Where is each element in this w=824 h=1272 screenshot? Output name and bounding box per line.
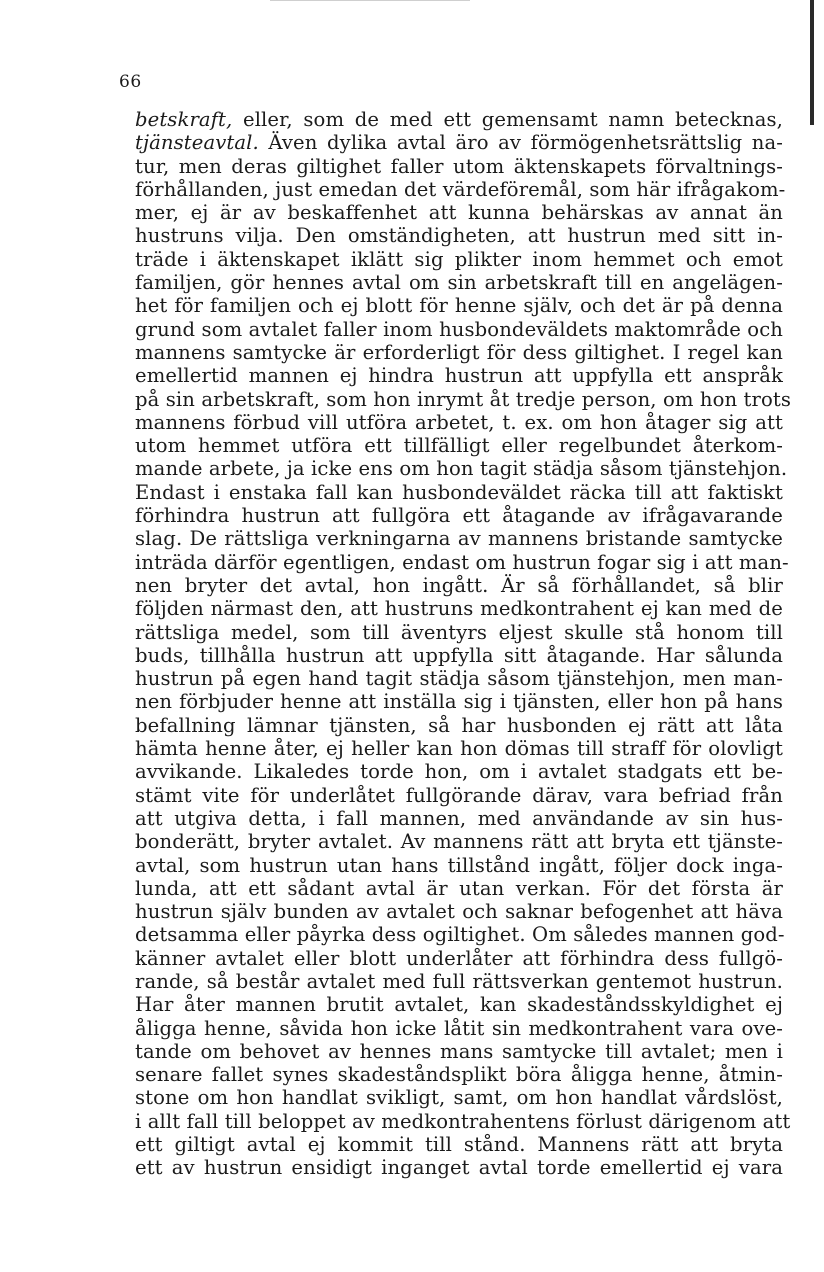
text-line bbox=[135, 877, 783, 900]
line-text: avtal, som hustrun utan hans tillstånd ingått, följer dock inga- bbox=[135, 853, 783, 877]
text-line bbox=[135, 1017, 783, 1040]
text-line bbox=[135, 504, 783, 527]
line-text: inträda därför egentligen, endast om hustrun fogar sig i att man- bbox=[135, 550, 789, 574]
text-line bbox=[135, 248, 783, 271]
text-line bbox=[135, 737, 783, 760]
scan-page-edge bbox=[810, 0, 814, 125]
text-line bbox=[135, 690, 783, 713]
text-line bbox=[135, 271, 783, 294]
line-text: träde i äktenskapet iklätt sig plikter inom hemmet och emot bbox=[135, 247, 783, 271]
line-text: utom hemmet utföra ett tillfälligt eller regelbundet återkom- bbox=[135, 434, 783, 458]
italic-term: tjänsteavtal. bbox=[135, 131, 259, 155]
text-line bbox=[135, 574, 783, 597]
text-line bbox=[135, 294, 783, 317]
line-text: nen förbjuder henne att inställa sig i tjänsten, eller hon på hans bbox=[135, 690, 783, 714]
line-text: Har åter mannen brutit avtalet, kan skadeståndsskyldighet ej bbox=[135, 993, 783, 1017]
page-number: 66 bbox=[119, 72, 142, 92]
text-line bbox=[135, 411, 783, 434]
text-line bbox=[135, 1040, 783, 1063]
line-text: avvikande. Likaledes torde hon, om i avtalet stadgats ett be- bbox=[135, 760, 783, 784]
line-text: förhållanden, just emedan det värdeföremål, som här ifrågakom- bbox=[135, 177, 786, 201]
line-text: stämt vite för underlåtet fullgörande därav, vara befriad från bbox=[135, 783, 783, 807]
body-text bbox=[135, 108, 791, 1180]
line-text: ett av hustrun ensidigt inganget avtal torde emellertid ej vara bbox=[135, 1156, 783, 1180]
line-text: att utgiva detta, i fall mannen, med användande av sin hus- bbox=[135, 806, 783, 830]
line-text: eller, som de med ett gemensamt namn betecknas, bbox=[232, 108, 783, 131]
text-line bbox=[135, 597, 783, 620]
text-line bbox=[135, 177, 786, 201]
text-line bbox=[135, 854, 783, 877]
line-text: åligga henne, såvida hon icke låtit sin medkontrahent vara ove- bbox=[135, 1016, 783, 1040]
text-line bbox=[135, 621, 783, 644]
text-line bbox=[135, 1063, 783, 1086]
text-line bbox=[135, 900, 783, 923]
text-line bbox=[135, 947, 783, 970]
line-text: senare fallet synes skadeståndsplikt böra åligga henne, åtmin- bbox=[135, 1063, 783, 1087]
line-text: nen bryter det avtal, hon ingått. Är så förhållandet, så blir bbox=[135, 573, 783, 597]
text-line bbox=[135, 644, 783, 667]
text-line bbox=[135, 667, 783, 690]
text-line bbox=[135, 993, 783, 1016]
line-text: förhindra hustrun att fullgöra ett åtagande av ifrågavarande bbox=[135, 504, 783, 528]
line-text: hustrun på egen hand tagit städja såsom tjänstehjon, men man- bbox=[135, 667, 783, 691]
text-line bbox=[135, 201, 783, 224]
text-line bbox=[135, 923, 783, 946]
text-line bbox=[135, 1156, 783, 1179]
line-text: detsamma eller påyrka dess ogiltighet. Om således mannen god- bbox=[135, 923, 785, 947]
text-line bbox=[135, 807, 783, 830]
line-text: stone om hon handlat svikligt, samt, om hon handlat vårdslöst, bbox=[135, 1086, 783, 1110]
line-text: i allt fall till beloppet av medkontrahentens förlust därigenom att bbox=[135, 1109, 791, 1133]
text-line bbox=[135, 830, 783, 853]
text-line bbox=[135, 1109, 791, 1133]
line-text: Endast i enstaka fall kan husbondeväldet räcka till att faktiskt bbox=[135, 480, 783, 504]
line-text: bonderätt, bryter avtalet. Av mannens rätt att bryta ett tjänste- bbox=[135, 830, 783, 854]
text-line bbox=[135, 131, 783, 154]
text-line bbox=[135, 434, 783, 457]
line-text: tande om behovet av hennes mans samtycke till avtalet; men i bbox=[135, 1039, 783, 1063]
text-line bbox=[135, 108, 783, 131]
line-text: het för familjen och ej blott för henne själv, och det är på denna bbox=[135, 294, 783, 318]
text-line bbox=[135, 481, 783, 504]
line-text: ett giltigt avtal ej kommit till stånd. Mannens rätt att bryta bbox=[135, 1133, 783, 1157]
text-line bbox=[135, 224, 783, 247]
line-text: hämta henne åter, ej heller kan hon dömas till straff för olovligt bbox=[135, 737, 783, 761]
line-text: buds, tillhålla hustrun att uppfylla sitt åtagande. Har sålunda bbox=[135, 643, 783, 667]
line-text: på sin arbetskraft, som hon inrymt åt tredje person, om hon trots bbox=[135, 387, 791, 411]
line-text: mande arbete, ja icke ens om hon tagit städja såsom tjänstehjon. bbox=[135, 457, 788, 481]
text-line bbox=[135, 387, 791, 411]
line-text: känner avtalet eller blott underlåter att förhindra dess fullgö- bbox=[135, 946, 783, 970]
text-line bbox=[135, 341, 783, 364]
line-text: befallning lämnar tjänsten, så har husbonden ej rätt att låta bbox=[135, 713, 783, 737]
text-line bbox=[135, 970, 783, 993]
text-line bbox=[135, 760, 783, 783]
line-text: lunda, att ett sådant avtal är utan verkan. För det första är bbox=[135, 876, 783, 900]
text-line bbox=[135, 784, 783, 807]
text-line bbox=[135, 457, 788, 481]
line-text: grund som avtalet faller inom husbondeväldets maktområde och bbox=[135, 317, 783, 341]
text-line bbox=[135, 527, 783, 550]
text-line bbox=[135, 1086, 783, 1109]
line-text: mannens förbud vill utföra arbetet, t. ex. om hon åtager sig att bbox=[135, 410, 783, 434]
line-text: Även dylika avtal äro av förmögenhetsrättslig na- bbox=[258, 131, 783, 155]
text-line bbox=[135, 714, 783, 737]
line-text: emellertid mannen ej hindra hustrun att uppfylla ett anspråk bbox=[135, 364, 783, 388]
italic-term: betskraft, bbox=[135, 108, 233, 131]
line-text: rättsliga medel, som till äventyrs eljest skulle stå honom till bbox=[135, 620, 783, 644]
text-line bbox=[135, 155, 783, 178]
text-line bbox=[135, 1133, 783, 1156]
line-text: följden närmast den, att hustruns medkontrahent ej kan med de bbox=[135, 597, 783, 621]
line-text: hustruns vilja. Den omständigheten, att hustrun med sitt in- bbox=[135, 224, 783, 248]
line-text: rande, så består avtalet med full rättsverkan gentemot hustrun. bbox=[135, 969, 783, 993]
text-line bbox=[135, 318, 783, 341]
text-line bbox=[135, 550, 789, 574]
line-text: mannens samtycke är erforderligt för dess giltighet. I regel kan bbox=[135, 340, 783, 364]
scan-top-rule bbox=[270, 0, 470, 1]
line-text: hustrun själv bunden av avtalet och saknar befogenhet att häva bbox=[135, 900, 783, 924]
line-text: mer, ej är av beskaffenhet att kunna behärskas av annat än bbox=[135, 201, 783, 225]
text-line bbox=[135, 364, 783, 387]
line-text: tur, men deras giltighet faller utom äktenskapets förvaltnings- bbox=[135, 154, 783, 178]
line-text: slag. De rättsliga verkningarna av mannens bristande samtycke bbox=[135, 527, 783, 551]
line-text: familjen, gör hennes avtal om sin arbetskraft till en angelägen- bbox=[135, 271, 783, 295]
